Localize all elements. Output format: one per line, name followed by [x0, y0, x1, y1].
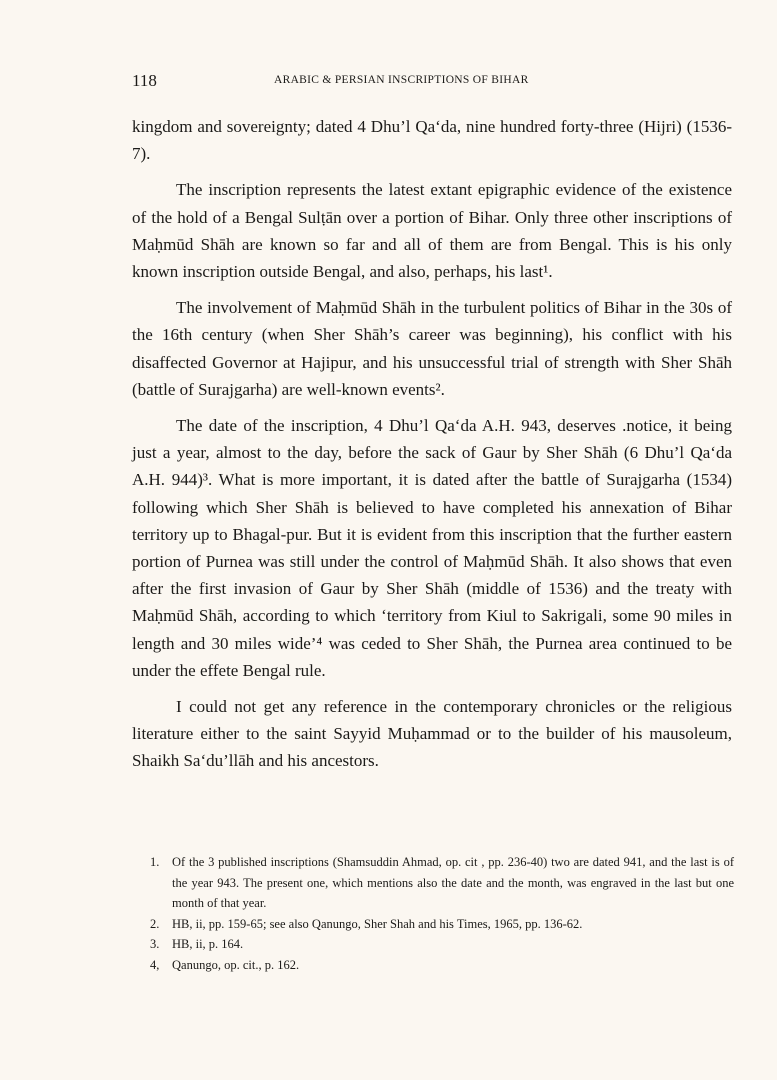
paragraph: The date of the inscription, 4 Dhu’l Qa‘da A.H. 943, deserves .notice, it being just a year, almost to the day, before the sack of Gaur by Sher Shāh (6 Dhu’l Qa‘da A.H. 944)³. What is more important, it is dated after the battle of Surajgarha (1534) following which Sher Shāh is believed to have completed his annexation of Bihar territory up to Bhagal-pur. But it is evident from this inscription that the further eastern portion of Purnea was still under the control of Maḥmūd Shāh. It also shows that even after the first invasion of Gaur by Sher Shāh (middle of 1536) and the treaty with Maḥmūd Shāh, according to which ‘territory from Kiul to Sakrigali, some 90 miles in length and 30 miles wide’⁴ was ceded to Sher Shāh, the Purnea area continued to be under the effete Bengal rule.: [132, 416, 732, 680]
page-header: [132, 71, 732, 93]
footnote-number: 1.: [150, 855, 160, 869]
footnote: [150, 914, 734, 935]
footnote-number: 2.: [150, 916, 160, 931]
paragraph: The involvement of Maḥmūd Shāh in the turbulent politics of Bihar in the 30s of the 16th century (when Sher Shāh’s career was beginning), his conflict with his disaffected Governor at Hajipur, and his unsuccessful trial of strength with Sher Shāh (battle of Surajgarha) are well-known events².: [132, 298, 732, 399]
paragraph: kingdom and sovereignty; dated 4 Dhu’l Qa‘da, nine hundred forty-three (Hijri) (1536-7).: [132, 117, 732, 164]
footnote-number: 3.: [150, 937, 160, 951]
paragraph: I could not get any reference in the contemporary chronicles or the religious literature either to the saint Sayyid Muḥammad or to the builder of his mausoleum, Shaikh Sa‘du’llāh and his ancestors.: [132, 697, 732, 771]
footnote-text: HB, ii, p. 164.: [172, 937, 244, 951]
body-text: [132, 113, 732, 784]
running-head: ARABIC & PERSIAN INSCRIPTIONS OF BIHAR: [274, 74, 529, 86]
footnote-text: HB, ii, pp. 159-65; see also Qanungo, Sher Shah and his Times, 1965, pp. 136-62.: [172, 916, 583, 931]
footnotes: [150, 852, 734, 975]
page-number: 118: [132, 71, 157, 90]
footnote: [150, 934, 734, 955]
footnote: [150, 852, 734, 914]
footnote-text: Of the 3 published inscriptions (Shamsuddin Ahmad, op. cit , pp. 236-40) two are dated 941, and the last is of the year 943. The present one, which mentions also the date and the month, was engraved in the last but one month of that year.: [172, 855, 734, 910]
paragraph: The inscription represents the latest extant epigraphic evidence of the existence of the hold of a Bengal Sulṭān over a portion of Bihar. Only three other inscriptions of Maḥmūd Shāh are known so far and all of them are from Bengal. This is his only known inscription outside Bengal, and also, perhaps, his last¹.: [132, 180, 732, 282]
footnote-text: Qanungo, op. cit., p. 162.: [172, 957, 300, 972]
footnote-number: 4,: [150, 957, 160, 972]
footnote: [150, 955, 734, 976]
